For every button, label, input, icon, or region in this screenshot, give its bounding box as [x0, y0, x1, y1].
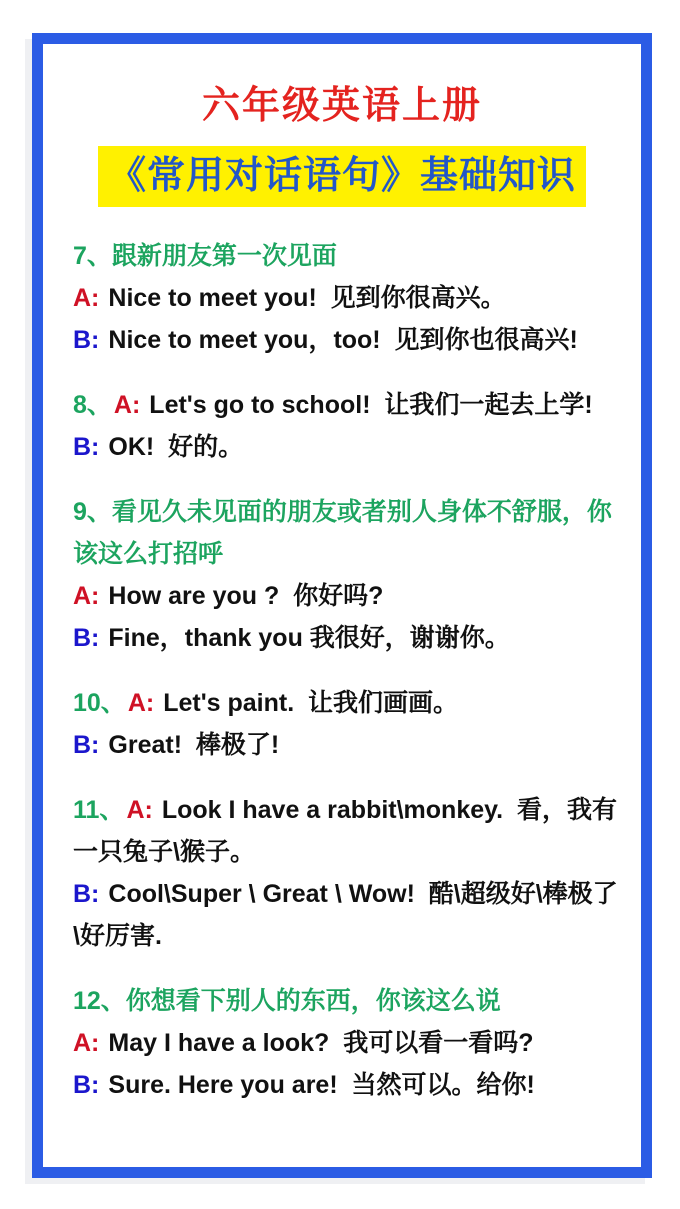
line-text: Great! 棒极了! — [108, 731, 280, 760]
subtitle-highlight-band — [98, 146, 586, 208]
dialog-line — [73, 575, 619, 617]
speaker-b-label: B: — [73, 731, 100, 760]
speaker-a-label: A: — [126, 796, 153, 825]
section-heading: 7、跟新朋友第一次见面 — [73, 242, 337, 271]
dialog-section-8 — [73, 384, 619, 468]
speaker-a-label: A: — [73, 284, 100, 313]
section-heading: 12、你想看下别人的东西，你该这么说 — [73, 987, 501, 1016]
line-text: Nice to meet you，too! 见到你也很高兴! — [108, 326, 578, 355]
worksheet-card — [32, 33, 652, 1178]
section-number: 10、 — [73, 689, 126, 718]
line-text: OK! 好的。 — [108, 433, 244, 462]
dialog-line — [73, 682, 619, 724]
speaker-a-label: A: — [73, 582, 100, 611]
dialog-section-9 — [73, 491, 619, 659]
section-heading: 9、看见久未见面的朋友或者别人身体不舒服，你该这么打招呼 — [73, 498, 612, 569]
speaker-b-label: B: — [73, 1071, 100, 1100]
section-number: 11、 — [73, 796, 125, 825]
page-subtitle: 《常用对话语句》基础知识 — [107, 154, 576, 197]
header — [43, 44, 641, 207]
dialog-line — [73, 1022, 619, 1064]
speaker-b-label: B: — [73, 880, 100, 909]
page-title: 六年级英语上册 — [201, 85, 482, 127]
line-text: May I have a look? 我可以看一看吗? — [108, 1029, 534, 1058]
dialog-section-7 — [73, 235, 619, 361]
dialog-list — [43, 207, 641, 1106]
speaker-b-label: B: — [73, 326, 100, 355]
dialog-line — [73, 277, 619, 319]
speaker-b-label: B: — [73, 433, 100, 462]
dialog-line — [73, 724, 619, 766]
dialog-line — [73, 617, 619, 659]
line-text: Nice to meet you! 见到你很高兴。 — [108, 284, 506, 313]
line-text: Look I have a rabbit\monkey. 看，我有一只兔子\猴子。 — [73, 796, 618, 867]
dialog-line — [73, 1064, 619, 1106]
speaker-a-label: A: — [127, 689, 155, 718]
speaker-b-label: B: — [73, 624, 100, 653]
speaker-a-label: A: — [73, 1029, 100, 1058]
dialog-line — [73, 873, 619, 957]
dialog-line — [73, 384, 619, 426]
line-text: Cool\Super \ Great \ Wow! 酷\超级好\棒极了\好厉害. — [73, 880, 618, 951]
speaker-a-label: A: — [113, 391, 141, 420]
section-number: 8、 — [73, 391, 112, 420]
dialog-line — [73, 789, 619, 873]
line-text: Let's go to school! 让我们一起去上学! — [149, 391, 593, 420]
dialog-section-11 — [73, 789, 619, 957]
dialog-line — [73, 426, 619, 468]
line-text: Let's paint. 让我们画画。 — [163, 689, 459, 718]
dialog-section-10 — [73, 682, 619, 766]
line-text: Sure. Here you are! 当然可以。给你! — [108, 1071, 535, 1100]
line-text: Fine，thank you 我很好，谢谢你。 — [108, 624, 510, 653]
line-text: How are you ? 你好吗? — [108, 582, 384, 611]
dialog-section-12 — [73, 980, 619, 1106]
dialog-line — [73, 319, 619, 361]
